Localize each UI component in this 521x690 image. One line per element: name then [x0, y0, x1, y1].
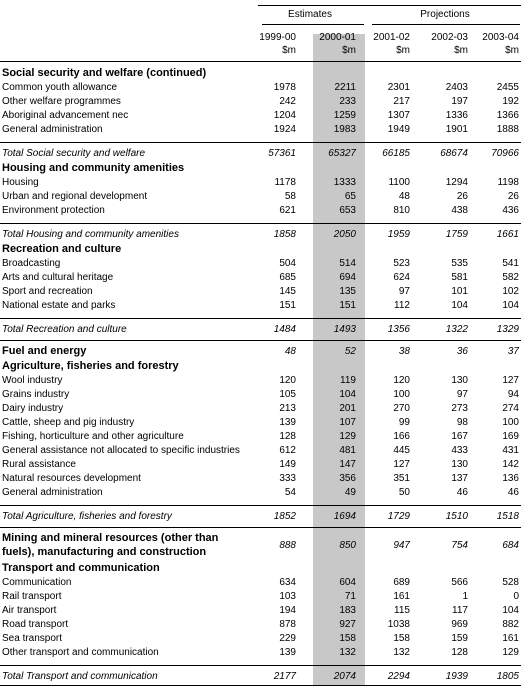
value-cell: 183 — [339, 605, 356, 616]
year-header: 2002-03 — [431, 32, 468, 43]
value-cell: 71 — [344, 591, 356, 602]
value-cell: 169 — [502, 431, 519, 442]
value-cell: 136 — [502, 473, 519, 484]
value-cell: 1038 — [387, 619, 410, 630]
value-cell: 132 — [339, 647, 356, 658]
value-cell: 947 — [393, 540, 410, 551]
value-cell: 273 — [451, 403, 468, 414]
row-label: Fuel and energy — [2, 345, 87, 357]
row-label: Rail transport — [2, 591, 62, 602]
value-cell: 112 — [394, 300, 410, 311]
table-row — [0, 257, 521, 271]
unit-header: $m — [505, 45, 519, 56]
value-cell: 1294 — [445, 177, 468, 188]
value-cell: 65327 — [328, 148, 356, 159]
value-cell: 65 — [344, 191, 356, 202]
total-row — [0, 670, 521, 684]
value-cell: 1307 — [387, 110, 410, 121]
value-cell: 233 — [339, 96, 356, 107]
value-cell: 151 — [339, 300, 356, 311]
value-cell: 166 — [393, 431, 410, 442]
value-cell: 38 — [398, 346, 410, 357]
row-label: Urban and regional development — [2, 191, 148, 202]
value-cell: 566 — [451, 577, 468, 588]
value-cell: 1356 — [387, 324, 410, 335]
value-cell: 115 — [394, 605, 410, 616]
unit-header: $m — [396, 45, 410, 56]
top-rule — [258, 5, 521, 6]
projections-header: Projections — [420, 9, 470, 20]
value-cell: 1978 — [273, 82, 296, 93]
value-cell: 142 — [502, 459, 519, 470]
value-cell: 274 — [502, 403, 519, 414]
value-cell: 26 — [456, 191, 468, 202]
value-cell: 1661 — [496, 229, 519, 240]
value-cell: 127 — [393, 459, 410, 470]
value-cell: 105 — [279, 389, 296, 400]
value-cell: 50 — [398, 487, 410, 498]
value-cell: 129 — [339, 431, 356, 442]
value-cell: 46 — [507, 487, 519, 498]
value-cell: 159 — [451, 633, 468, 644]
value-cell: 1983 — [333, 124, 356, 135]
value-cell: 98 — [456, 417, 468, 428]
value-cell: 1852 — [273, 511, 296, 522]
row-label: Sport and recreation — [2, 286, 93, 297]
row-label: Dairy industry — [2, 403, 64, 414]
table-row — [0, 618, 521, 632]
row-label: Rural assistance — [2, 459, 76, 470]
value-cell: 333 — [279, 473, 296, 484]
value-cell: 612 — [279, 445, 296, 456]
value-cell: 504 — [279, 258, 296, 269]
total-row — [0, 323, 521, 337]
total-row — [0, 510, 521, 524]
row-label: Air transport — [2, 605, 57, 616]
value-cell: 194 — [279, 605, 296, 616]
value-cell: 242 — [279, 96, 296, 107]
section-heading — [0, 561, 521, 576]
value-cell: 2294 — [387, 671, 410, 682]
row-label: Housing — [2, 177, 39, 188]
table-row — [0, 458, 521, 472]
row-label: National estate and parks — [2, 300, 116, 311]
row-label: Aboriginal advancement nec — [2, 110, 129, 121]
value-cell: 104 — [339, 389, 356, 400]
table-row — [0, 95, 521, 109]
value-cell: 1333 — [333, 177, 356, 188]
table-row — [0, 632, 521, 646]
row-label: Housing and community amenities — [2, 162, 185, 174]
value-cell: 1901 — [445, 124, 468, 135]
value-cell: 1518 — [496, 511, 519, 522]
value-cell: 604 — [339, 577, 356, 588]
value-cell: 36 — [456, 346, 468, 357]
value-cell: 1493 — [333, 324, 356, 335]
value-cell: 102 — [502, 286, 519, 297]
total-row — [0, 147, 521, 161]
bottom-rule — [0, 685, 521, 686]
row-label: Sea transport — [2, 633, 63, 644]
value-cell: 2301 — [387, 82, 410, 93]
value-cell: 129 — [502, 647, 519, 658]
value-cell: 514 — [339, 258, 356, 269]
value-cell: 1198 — [497, 177, 519, 188]
value-cell: 48 — [398, 191, 410, 202]
value-cell: 1 — [462, 591, 468, 602]
value-cell: 49 — [344, 487, 356, 498]
value-cell: 213 — [279, 403, 296, 414]
value-cell: 689 — [393, 577, 410, 588]
value-cell: 1888 — [496, 124, 519, 135]
value-cell: 0 — [513, 591, 519, 602]
row-label: Grains industry — [2, 389, 70, 400]
section-heading — [0, 161, 521, 176]
value-cell: 132 — [393, 647, 410, 658]
row-label: Total Recreation and culture — [2, 324, 127, 335]
value-cell: 624 — [393, 272, 410, 283]
value-cell: 104 — [502, 605, 519, 616]
value-cell: 1694 — [333, 511, 356, 522]
value-cell: 541 — [502, 258, 519, 269]
value-cell: 684 — [502, 540, 519, 551]
value-cell: 100 — [393, 389, 410, 400]
row-label: Total Agriculture, fisheries and forestry — [2, 511, 172, 522]
value-cell: 167 — [451, 431, 468, 442]
value-cell: 120 — [393, 375, 410, 386]
value-cell: 1924 — [273, 124, 296, 135]
table-row — [0, 604, 521, 618]
value-cell: 161 — [502, 633, 519, 644]
value-cell: 161 — [393, 591, 410, 602]
value-cell: 2211 — [334, 82, 356, 93]
row-label: Recreation and culture — [2, 243, 122, 255]
value-cell: 117 — [452, 605, 468, 616]
section-total-row — [0, 531, 521, 561]
table-row — [0, 430, 521, 444]
value-cell: 97 — [456, 389, 468, 400]
value-cell: 1510 — [445, 511, 468, 522]
value-cell: 436 — [502, 205, 519, 216]
value-cell: 2177 — [273, 671, 296, 682]
row-label: Environment protection — [2, 205, 105, 216]
table-row — [0, 388, 521, 402]
table-row — [0, 486, 521, 500]
value-cell: 653 — [339, 205, 356, 216]
value-cell: 438 — [451, 205, 468, 216]
value-cell: 66185 — [382, 148, 410, 159]
value-cell: 685 — [279, 272, 296, 283]
value-cell: 151 — [279, 300, 296, 311]
value-cell: 130 — [451, 459, 468, 470]
value-cell: 1949 — [387, 124, 410, 135]
value-cell: 139 — [279, 417, 296, 428]
row-label: Common youth allowance — [2, 82, 118, 93]
value-cell: 2403 — [445, 82, 468, 93]
value-cell: 1322 — [445, 324, 468, 335]
year-header: 2000-01 — [319, 32, 356, 43]
value-cell: 100 — [502, 417, 519, 428]
row-label: Road transport — [2, 619, 69, 630]
value-cell: 433 — [451, 445, 468, 456]
value-cell: 158 — [393, 633, 410, 644]
value-cell: 94 — [507, 389, 519, 400]
value-cell: 1336 — [445, 110, 468, 121]
table-row — [0, 123, 521, 137]
value-cell: 1178 — [274, 177, 296, 188]
row-label: General administration — [2, 487, 103, 498]
value-cell: 201 — [339, 403, 356, 414]
value-cell: 270 — [393, 403, 410, 414]
table-row — [0, 190, 521, 204]
row-label: Arts and cultural heritage — [2, 272, 114, 283]
value-cell: 158 — [339, 633, 356, 644]
value-cell: 149 — [279, 459, 296, 470]
value-cell: 58 — [284, 191, 296, 202]
value-cell: 1805 — [496, 671, 519, 682]
value-cell: 694 — [339, 272, 356, 283]
value-cell: 130 — [451, 375, 468, 386]
row-label: Agriculture, fisheries and forestry — [2, 360, 179, 372]
unit-header: $m — [282, 45, 296, 56]
value-cell: 97 — [398, 286, 410, 297]
value-cell: 351 — [393, 473, 410, 484]
value-cell: 927 — [339, 619, 356, 630]
year-header: 2003-04 — [482, 32, 519, 43]
value-cell: 2050 — [333, 229, 356, 240]
value-cell: 48 — [284, 346, 296, 357]
value-cell: 101 — [451, 286, 468, 297]
row-label: General administration — [2, 124, 103, 135]
table-row — [0, 81, 521, 95]
table-row — [0, 204, 521, 218]
row-label: Total Housing and community amenities — [2, 229, 179, 240]
table-row — [0, 402, 521, 416]
value-cell: 54 — [284, 487, 296, 498]
table-row — [0, 416, 521, 430]
value-cell: 107 — [339, 417, 356, 428]
unit-header: $m — [342, 45, 356, 56]
value-cell: 1484 — [273, 324, 296, 335]
value-cell: 878 — [279, 619, 296, 630]
value-cell: 217 — [393, 96, 410, 107]
row-label: Other transport and communication — [2, 647, 159, 658]
value-cell: 882 — [502, 619, 519, 630]
value-cell: 1100 — [388, 177, 410, 188]
value-cell: 229 — [279, 633, 296, 644]
row-label: Mining and mineral resources (other than — [2, 532, 219, 544]
value-cell: 1204 — [273, 110, 296, 121]
row-label: Fishing, horticulture and other agriculture — [2, 431, 184, 442]
group-header-row — [0, 8, 521, 22]
projections-rule — [372, 24, 520, 25]
value-cell: 523 — [393, 258, 410, 269]
section-total-row — [0, 344, 521, 359]
row-label: Natural resources development — [2, 473, 141, 484]
value-cell: 1366 — [496, 110, 519, 121]
header-rule — [0, 61, 521, 62]
value-cell: 145 — [279, 286, 296, 297]
value-cell: 135 — [339, 286, 356, 297]
table-body — [0, 66, 521, 684]
value-cell: 104 — [451, 300, 468, 311]
year-header: 2001-02 — [373, 32, 410, 43]
value-cell: 1858 — [273, 229, 296, 240]
value-cell: 621 — [279, 205, 296, 216]
value-cell: 356 — [339, 473, 356, 484]
value-cell: 1939 — [445, 671, 468, 682]
value-cell: 119 — [340, 375, 356, 386]
value-cell: 128 — [451, 647, 468, 658]
value-cell: 26 — [507, 191, 519, 202]
value-cell: 431 — [502, 445, 519, 456]
value-cell: 1959 — [387, 229, 410, 240]
value-cell: 1729 — [387, 511, 410, 522]
value-cell: 1259 — [333, 110, 356, 121]
value-cell: 581 — [451, 272, 468, 283]
unit-header-row — [0, 44, 521, 58]
value-cell: 582 — [502, 272, 519, 283]
value-cell: 535 — [451, 258, 468, 269]
value-cell: 128 — [279, 431, 296, 442]
value-cell: 37 — [507, 346, 519, 357]
table-row — [0, 444, 521, 458]
value-cell: 137 — [451, 473, 468, 484]
row-label: Social security and welfare (continued) — [2, 67, 207, 79]
value-cell: 127 — [502, 375, 519, 386]
value-cell: 197 — [451, 96, 468, 107]
value-cell: 445 — [393, 445, 410, 456]
row-label: Total Social security and welfare — [2, 148, 146, 159]
table-row — [0, 576, 521, 590]
year-header: 1999-00 — [259, 32, 296, 43]
value-cell: 810 — [393, 205, 410, 216]
row-label: General assistance not allocated to specific industries — [2, 445, 240, 456]
table-row — [0, 109, 521, 123]
section-heading — [0, 359, 521, 374]
table-row — [0, 299, 521, 313]
value-cell: 1329 — [496, 324, 519, 335]
row-label: Other welfare programmes — [2, 96, 121, 107]
total-row — [0, 228, 521, 242]
value-cell: 147 — [339, 459, 356, 470]
table-row — [0, 176, 521, 190]
value-cell: 70966 — [491, 148, 519, 159]
value-cell: 2074 — [333, 671, 356, 682]
table-row — [0, 285, 521, 299]
table-row — [0, 590, 521, 604]
table-row — [0, 646, 521, 660]
table-row — [0, 472, 521, 486]
value-cell: 969 — [451, 619, 468, 630]
section-heading — [0, 66, 521, 81]
value-cell: 104 — [502, 300, 519, 311]
row-label: Transport and communication — [2, 562, 160, 574]
value-cell: 52 — [344, 346, 356, 357]
value-cell: 888 — [279, 540, 296, 551]
value-cell: 2455 — [496, 82, 519, 93]
value-cell: 481 — [339, 445, 356, 456]
value-cell: 99 — [398, 417, 410, 428]
row-label: Broadcasting — [2, 258, 61, 269]
value-cell: 1759 — [445, 229, 468, 240]
value-cell: 68674 — [440, 148, 468, 159]
row-label-line2: fuels), manufacturing and construction — [2, 546, 207, 558]
value-cell: 139 — [279, 647, 296, 658]
year-header-row — [0, 31, 521, 45]
value-cell: 57361 — [268, 148, 296, 159]
row-label: Cattle, sheep and pig industry — [2, 417, 135, 428]
value-cell: 528 — [502, 577, 519, 588]
row-label: Total Transport and communication — [2, 671, 158, 682]
estimates-header: Estimates — [288, 9, 332, 20]
section-heading — [0, 242, 521, 257]
value-cell: 634 — [279, 577, 296, 588]
value-cell: 103 — [279, 591, 296, 602]
value-cell: 850 — [339, 540, 356, 551]
value-cell: 120 — [279, 375, 296, 386]
estimates-rule — [262, 24, 364, 25]
value-cell: 46 — [456, 487, 468, 498]
table-row — [0, 271, 521, 285]
table-row — [0, 374, 521, 388]
value-cell: 754 — [451, 540, 468, 551]
unit-header: $m — [454, 45, 468, 56]
row-label: Communication — [2, 577, 72, 588]
value-cell: 192 — [502, 96, 519, 107]
row-label: Wool industry — [2, 375, 63, 386]
